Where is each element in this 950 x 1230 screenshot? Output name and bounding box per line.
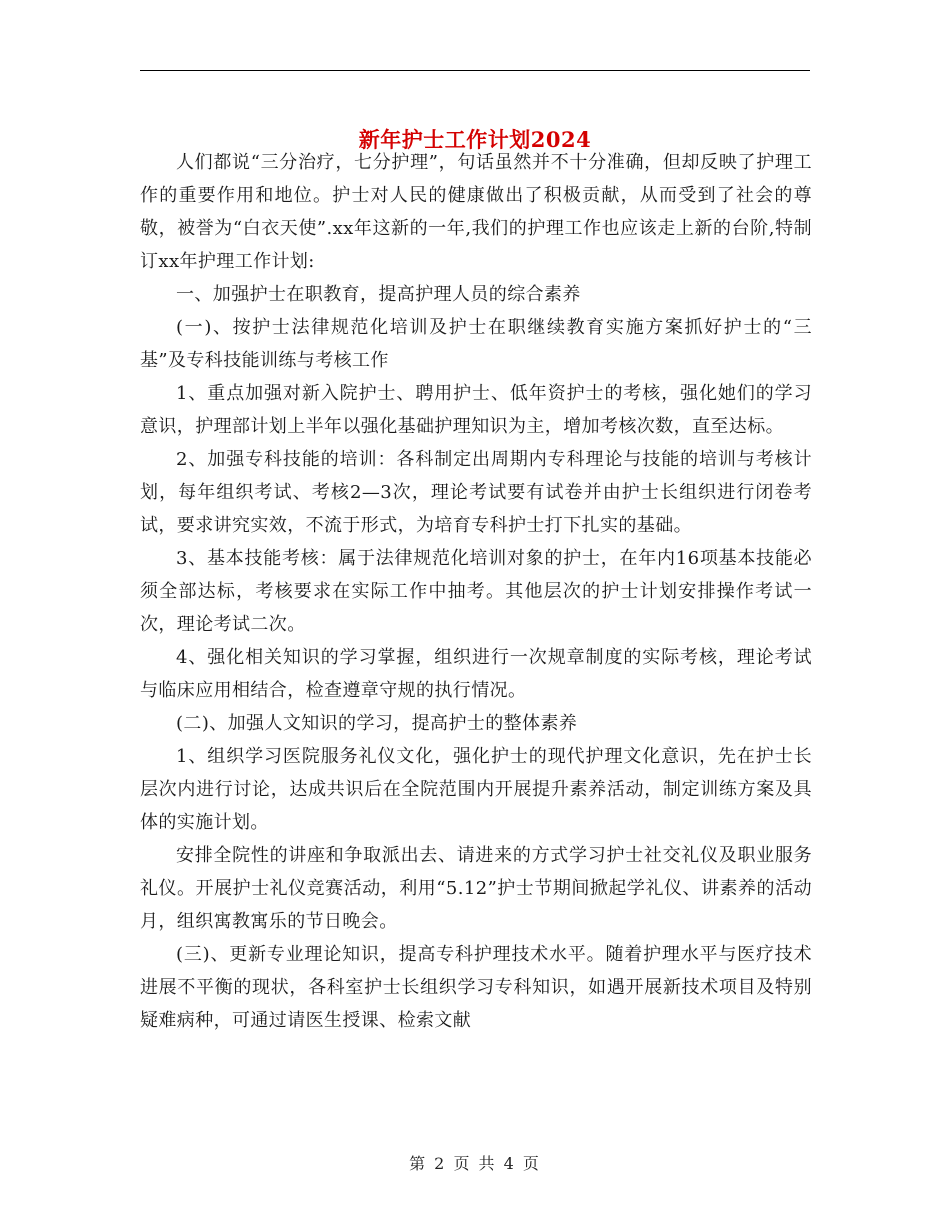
paragraph-etiquette: 安排全院性的讲座和争取派出去、请进来的方式学习护士社交礼仪及职业服务礼仪。开展护士礼仪竞赛活动，利用“5.12”护士节期间掀起学礼仪、讲素养的活动月，组织寓教寓乐的节日晚会。 [140, 845, 812, 932]
paragraph-intro: 人们都说“三分治疗，七分护理”，句话虽然并不十分准确，但却反映了护理工作的重要作用和地位。护士对人民的健康做出了积极贡献，从而受到了社会的尊敬，被誉为“白衣天使”.xx年这新的一年,我们的护理工作也应该走上新的台阶,特制订xx年护理工作计划: [140, 152, 812, 272]
paragraph-item-2: 2、加强专科技能的培训：各科制定出周期内专科理论与技能的培训与考核计划，每年组织考试、考核2—3次，理论考试要有试卷并由护士长组织进行闭卷考试，要求讲究实效，不流于形式，为培育专科护士打下扎实的基础。 [140, 449, 812, 536]
paragraph-item-1: 1、重点加强对新入院护士、聘用护士、低年资护士的考核，强化她们的学习意识，护理部计划上半年以强化基础护理知识为主，增加考核次数，直至达标。 [140, 383, 812, 437]
paragraph-item-4: 4、强化相关知识的学习掌握，组织进行一次规章制度的实际考核，理论考试与临床应用相结合，检查遵章守规的执行情况。 [140, 647, 812, 701]
document-body [140, 146, 812, 1037]
header-rule [140, 70, 810, 71]
page-footer: 第 2 页 共 4 页 [409, 1154, 541, 1173]
subsection-heading-3: (三)、更新专业理论知识，提高专科护理技术水平。随着护理水平与医疗技术进展不平衡的现状，各科室护士长组织学习专科知识，如遇开展新技术项目及特别疑难病种，可通过请医生授课、检索文献 [140, 944, 812, 1031]
paragraph-item-5: 1、组织学习医院服务礼仪文化，强化护士的现代护理文化意识，先在护士长层次内进行讨论，达成共识后在全院范围内开展提升素养活动，制定训练方案及具体的实施计划。 [140, 746, 812, 833]
subsection-heading-2: (二)、加强人文知识的学习，提高护士的整体素养 [176, 713, 578, 734]
subsection-heading-1: (一)、按护士法律规范化培训及护士在职继续教育实施方案抓好护士的“三基”及专科技能训练与考核工作 [140, 317, 812, 371]
paragraph-item-3: 3、基本技能考核：属于法律规范化培训对象的护士，在年内16项基本技能必须全部达标，考核要求在实际工作中抽考。其他层次的护士计划安排操作考试一次，理论考试二次。 [140, 548, 812, 635]
document-title: 新年护士工作计划2024 [358, 127, 592, 153]
section-heading-1: 一、加强护士在职教育，提高护理人员的综合素养 [176, 284, 581, 305]
